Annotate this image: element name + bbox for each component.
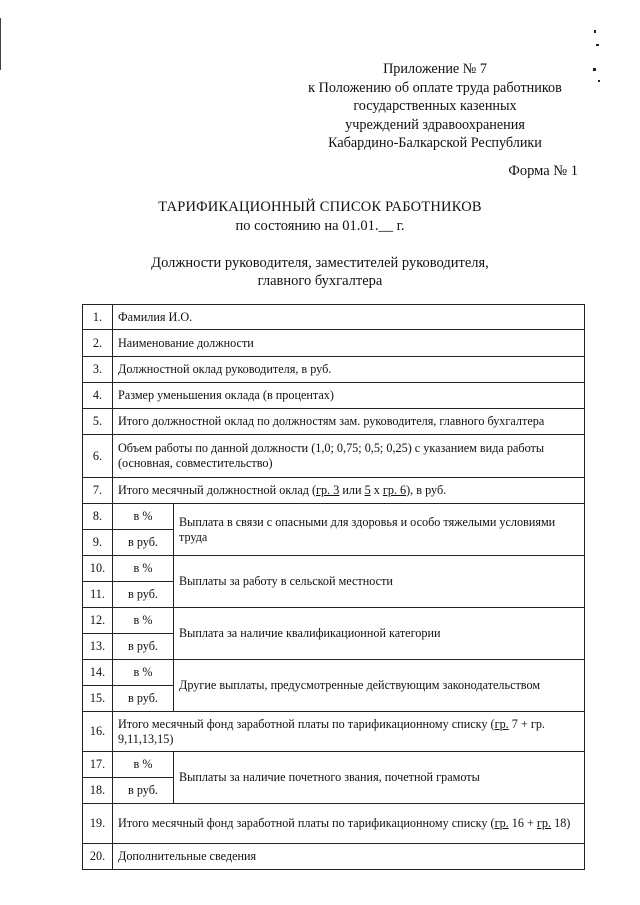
table-row: [83, 383, 585, 409]
text-fragment: x: [370, 483, 383, 497]
table-row: [83, 504, 585, 530]
appendix-header: [285, 60, 585, 153]
appendix-line: Кабардино-Балкарской Республики: [328, 135, 542, 152]
payment-description: Другие выплаты, предусмотренные действующим законодательством: [174, 660, 585, 712]
row-number: 11.: [83, 582, 113, 608]
table-row: [83, 357, 585, 383]
payment-description: Выплата за наличие квалификационной категории: [174, 608, 585, 660]
scan-margin-line: [0, 18, 1, 70]
table-row: [83, 478, 585, 504]
unit-rubles: в руб.: [113, 778, 174, 804]
unit-rubles: в руб.: [113, 634, 174, 660]
text-fragment: Итого месячный фонд заработной платы по тарификационному списку (: [118, 816, 495, 830]
row-number: 2.: [83, 330, 113, 357]
row-number: 8.: [83, 504, 113, 530]
table-row: [83, 712, 585, 752]
row-label: [113, 712, 585, 752]
text-fragment: ), в руб.: [406, 483, 447, 497]
row-label: Объем работы по данной должности (1,0; 0,75; 0,5; 0,25) с указанием вида работы (основная, совместительство): [113, 435, 585, 478]
table-row: [83, 752, 585, 778]
row-number: 9.: [83, 530, 113, 556]
row-label: Фамилия И.О.: [113, 305, 585, 330]
row-number: 10.: [83, 556, 113, 582]
unit-rubles: в руб.: [113, 582, 174, 608]
document-title: ТАРИФИКАЦИОННЫЙ СПИСОК РАБОТНИКОВ: [158, 199, 482, 215]
row-number: 18.: [83, 778, 113, 804]
column-reference: гр.: [494, 716, 509, 731]
table-row: [83, 660, 585, 686]
unit-percent: в %: [113, 504, 174, 530]
appendix-line: к Положению об оплате труда работников: [308, 79, 562, 96]
row-label: Итого должностной оклад по должностям зам. руководителя, главного бухгалтера: [113, 409, 585, 435]
document-subtitle: [0, 254, 640, 290]
appendix-line: учреждений здравоохранения: [345, 116, 525, 133]
row-number: 12.: [83, 608, 113, 634]
row-number: 13.: [83, 634, 113, 660]
row-number: 19.: [83, 804, 113, 844]
tariff-table: [82, 304, 585, 870]
appendix-line: Приложение № 7: [383, 61, 487, 77]
row-number: 3.: [83, 357, 113, 383]
unit-percent: в %: [113, 608, 174, 634]
row-number: 4.: [83, 383, 113, 409]
unit-rubles: в руб.: [113, 686, 174, 712]
row-label: Должностной оклад руководителя, в руб.: [113, 357, 585, 383]
row-number: 15.: [83, 686, 113, 712]
payment-description: Выплаты за работу в сельской местности: [174, 556, 585, 608]
unit-percent: в %: [113, 660, 174, 686]
row-number: 17.: [83, 752, 113, 778]
scan-mark: [598, 80, 600, 82]
table-row: [83, 556, 585, 582]
column-reference: гр. 3: [316, 483, 340, 497]
row-label: Наименование должности: [113, 330, 585, 357]
scan-mark: [596, 44, 599, 46]
unit-rubles: в руб.: [113, 530, 174, 556]
row-label: Размер уменьшения оклада (в процентах): [113, 383, 585, 409]
column-reference: 5: [364, 483, 371, 497]
payment-description: Выплата в связи с опасными для здоровья и особо тяжелыми условиями труда: [174, 504, 585, 556]
row-number: 5.: [83, 409, 113, 435]
column-reference: гр.: [536, 816, 552, 830]
payment-description: Выплаты за наличие почетного звания, почетной грамоты: [174, 752, 585, 804]
table-row: [83, 305, 585, 330]
row-number: 14.: [83, 660, 113, 686]
text-fragment: 16 +: [508, 816, 537, 830]
row-number: 7.: [83, 478, 113, 504]
column-reference: гр.: [494, 816, 509, 830]
table-row: [83, 409, 585, 435]
text-fragment: 18): [551, 816, 571, 830]
subtitle-line: главного бухгалтера: [257, 273, 383, 289]
text-fragment: или: [339, 483, 365, 497]
row-label: [113, 804, 585, 844]
as-of-date: по состоянию на 01.01.__ г.: [235, 218, 405, 234]
unit-percent: в %: [113, 752, 174, 778]
form-number: Форма № 1: [508, 163, 578, 179]
table-row: [83, 330, 585, 357]
table-row: [83, 844, 585, 870]
row-number: 6.: [83, 435, 113, 478]
row-number: 20.: [83, 844, 113, 870]
table-row: [83, 608, 585, 634]
row-number: 1.: [83, 305, 113, 330]
table-row: [83, 435, 585, 478]
row-label: [113, 478, 585, 504]
subtitle-line: Должности руководителя, заместителей руководителя,: [151, 255, 489, 271]
row-number: 16.: [83, 712, 113, 752]
text-fragment: Итого месячный должностной оклад (: [118, 483, 317, 497]
scan-mark: [593, 68, 596, 71]
table-row: [83, 804, 585, 844]
column-reference: гр. 6: [382, 483, 407, 497]
unit-percent: в %: [113, 556, 174, 582]
row-label: Дополнительные сведения: [113, 844, 585, 870]
scan-mark: [594, 30, 596, 33]
text-fragment: Итого месячный фонд заработной платы по тарификационному списку (: [118, 716, 495, 731]
text-fragment: 7 + гр. 9,11,13,15): [118, 716, 545, 746]
appendix-line: государственных казенных: [353, 98, 517, 115]
